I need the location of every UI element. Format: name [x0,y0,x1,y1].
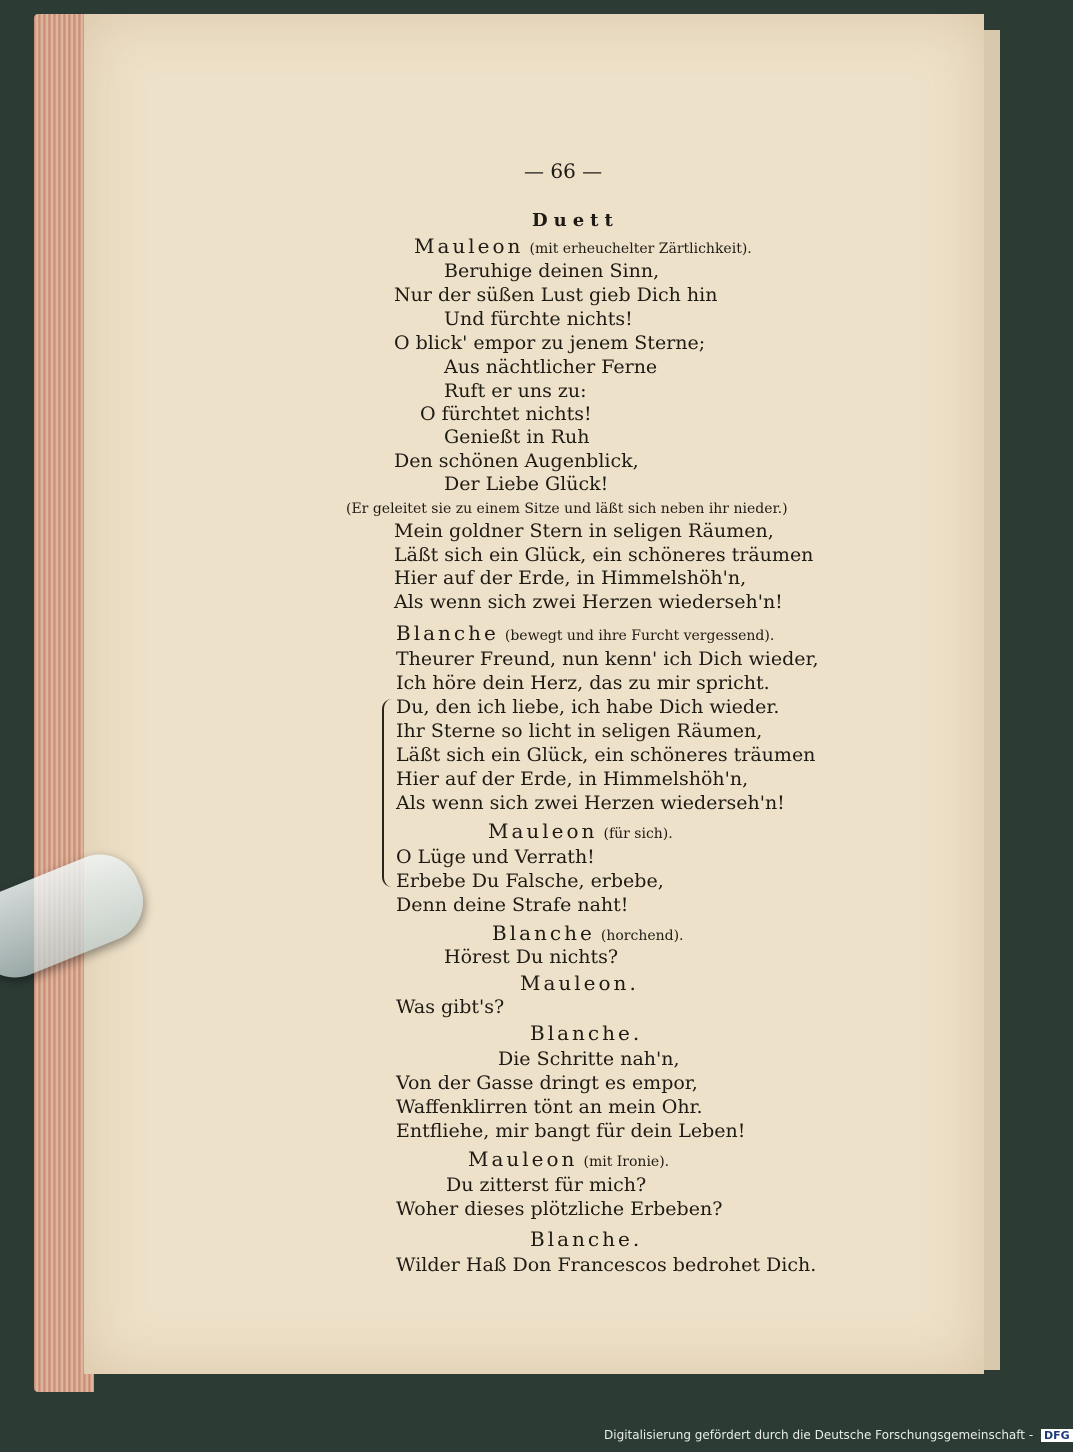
speaker-heading [414,235,752,260]
book-page [84,14,984,1374]
speaker-heading [488,820,673,845]
stage-direction: (für sich). [603,826,673,842]
dfg-logo: DFG [1041,1429,1073,1442]
verse-line: Wilder Haß Don Francescos bedrohet Dich. [396,1254,817,1276]
verse-line: Aus nächtlicher Ferne [444,356,658,378]
verse-line: O blick' empor zu jenem Sterne; [394,332,706,354]
verse-line: Hörest Du nichts? [444,946,619,968]
stage-direction: (mit erheuchelter Zärtlichkeit). [529,241,752,257]
speaker-heading [396,622,774,647]
section-title: Duett [532,210,619,231]
verse-line: Und fürchte nichts! [444,308,633,330]
verse-line: O fürchtet nichts! [420,403,592,425]
verse-line: Der Liebe Glück! [444,473,609,495]
verse-line: Ich höre dein Herz, das zu mir spricht. [396,672,770,694]
verse-line: Läßt sich ein Glück, ein schöneres träumen [396,744,816,766]
stage-direction: (horchend). [600,928,684,944]
speaker-name: Blanche [492,921,595,945]
verse-line: O Lüge und Verrath! [396,846,595,868]
verse-line: Denn deine Strafe naht! [396,894,629,916]
verse-line: Genießt in Ruh [444,426,590,448]
verse-line: Den schönen Augenblick, [394,450,639,472]
page-number: — 66 — [524,159,603,183]
verse-line: Erbebe Du Falsche, erbebe, [396,870,664,892]
verse-line: Ruft er uns zu: [444,380,587,402]
speaker-heading [520,972,639,995]
verse-line: Hier auf der Erde, in Himmelshöh'n, [396,768,749,790]
digitization-credit [604,1428,1073,1442]
speaker-name: Blanche. [530,1021,643,1045]
speaker-heading [530,1228,642,1251]
verse-line: Du, den ich liebe, ich habe Dich wieder. [396,696,780,718]
verse-line: Von der Gasse dringt es empor, [396,1072,698,1094]
speaker-name: Blanche. [530,1227,643,1251]
stage-direction: (mit Ironie). [583,1154,670,1170]
verse-line: Als wenn sich zwei Herzen wiederseh'n! [396,792,785,814]
verse-line: Läßt sich ein Glück, ein schöneres träumen [394,544,814,566]
verse-line: Ihr Sterne so licht in seligen Räumen, [396,720,763,742]
verse-line: Die Schritte nah'n, [498,1048,680,1070]
text-column [84,14,984,1374]
speaker-heading [468,1148,669,1173]
verse-brace [382,699,398,887]
verse-line: Beruhige deinen Sinn, [444,260,660,282]
speaker-heading [492,922,684,947]
verse-line: Hier auf der Erde, in Himmelshöh'n, [394,567,747,589]
speaker-name: Mauleon [468,1147,578,1171]
credit-text: Digitalisierung gefördert durch die Deutsche Forschungsgemeinschaft - [604,1428,1034,1442]
speaker-name: Blanche [396,621,499,645]
verse-line: Woher dieses plötzliche Erbeben? [396,1198,723,1220]
speaker-heading [530,1022,642,1045]
verse-line: Mein goldner Stern in seligen Räumen, [394,520,774,542]
verse-line: Nur der süßen Lust gieb Dich hin [394,284,718,306]
speaker-name: Mauleon. [520,971,639,995]
verse-line: Was gibt's? [396,996,505,1018]
verse-line: Als wenn sich zwei Herzen wiederseh'n! [394,591,783,613]
verse-line: Entfliehe, mir bangt für dein Leben! [396,1120,746,1142]
verse-line: Du zitterst für mich? [446,1174,647,1196]
stage-direction: (bewegt und ihre Furcht vergessend). [504,628,775,644]
speaker-name: Mauleon [488,819,598,843]
speaker-name: Mauleon [414,234,524,258]
verse-line: Waffenklirren tönt an mein Ohr. [396,1096,703,1118]
stage-direction: (Er geleitet sie zu einem Sitze und läßt sich neben ihr nieder.) [346,501,788,517]
verse-line: Theurer Freund, nun kenn' ich Dich wieder, [396,648,819,670]
